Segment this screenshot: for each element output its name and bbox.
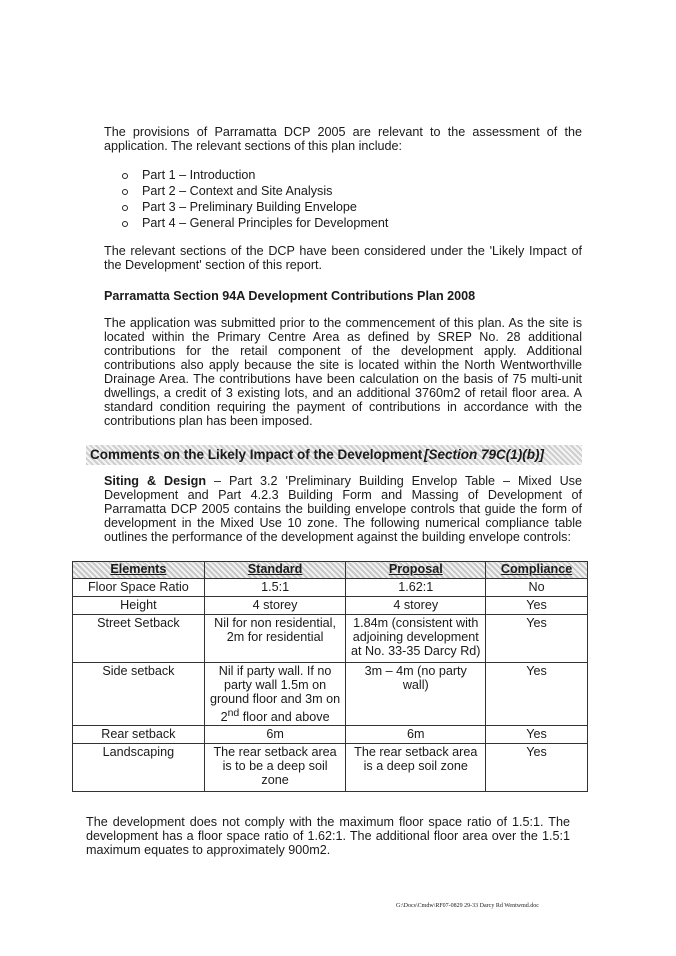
cell-standard: Nil for non residential, 2m for residential xyxy=(204,615,346,663)
cell-element: Side setback xyxy=(73,663,205,726)
column-header-elements: Elements xyxy=(73,562,205,579)
cell-standard: 1.5:1 xyxy=(204,579,346,597)
relevant-sections-paragraph: The relevant sections of the DCP have been considered under the 'Likely Impact of the Development' section of this report. xyxy=(104,244,582,272)
cell-proposal: 3m – 4m (no party wall) xyxy=(346,663,486,726)
section-reference: [Section 79C(1)(b)] xyxy=(424,447,545,462)
list-item: Part 2 – Context and Site Analysis xyxy=(120,183,388,199)
column-header-proposal: Proposal xyxy=(346,562,486,579)
siting-text: – Part 3.2 'Preliminary Building Envelop Table – Mixed Use Development and Part 4.2.3 Building Form and Massing of Development of Parramatta DCP 2005 contains the building envelope controls that guide the form of development in the Mixed Use 10 zone. The following numerical compliance table outlines the performance of the development against the building envelope controls: xyxy=(104,474,582,544)
cell-compliance: Yes xyxy=(486,615,588,663)
cell-standard: 4 storey xyxy=(204,597,346,615)
table-row xyxy=(73,597,588,615)
table-row xyxy=(73,579,588,597)
cell-compliance: Yes xyxy=(486,663,588,726)
contributions-paragraph: The application was submitted prior to the commencement of this plan. As the site is located within the Primary Centre Area as defined by SREP No. 28 additional contributions for the retail component of the development apply. Additional contributions also apply because the site is located within the North Wentworthville Drainage Area. The contributions have been calculation on the basis of 75 multi-unit dwellings, a credit of 3 existing lots, and an additional 3760m2 of retail floor area. A standard condition requiring the payment of contributions in accordance with the contributions plan has been imposed. xyxy=(104,316,582,428)
cell-standard: 6m xyxy=(204,726,346,744)
cell-element: Rear setback xyxy=(73,726,205,744)
section-heading-bar xyxy=(86,445,582,465)
cell-compliance: Yes xyxy=(486,726,588,744)
cell-proposal: 1.84m (consistent with adjoining development at No. 33-35 Darcy Rd) xyxy=(346,615,486,663)
compliance-table xyxy=(72,561,588,792)
list-item: Part 4 – General Principles for Development xyxy=(120,215,388,231)
intro-paragraph: The provisions of Parramatta DCP 2005 are relevant to the assessment of the application. The relevant sections of this plan include: xyxy=(104,125,582,153)
table-header-row xyxy=(73,562,588,579)
closing-paragraph: The development does not comply with the maximum floor space ratio of 1.5:1. The development has a floor space ratio of 1.62:1. The additional floor area over the 1.5:1 maximum equates to approximately 900m2. xyxy=(86,815,570,857)
cell-element: Landscaping xyxy=(73,744,205,792)
cell-standard: Nil if party wall. If no party wall 1.5m on ground floor and 3m on 2nd floor and above xyxy=(204,663,346,726)
siting-paragraph xyxy=(104,474,582,544)
cell-proposal: 1.62:1 xyxy=(346,579,486,597)
cell-element: Street Setback xyxy=(73,615,205,663)
column-header-compliance: Compliance xyxy=(486,562,588,579)
cell-compliance: Yes xyxy=(486,597,588,615)
cell-element: Height xyxy=(73,597,205,615)
table-row xyxy=(73,744,588,792)
contributions-heading: Parramatta Section 94A Development Contributions Plan 2008 xyxy=(104,289,476,303)
list-item: Part 1 – Introduction xyxy=(120,167,388,183)
table-row xyxy=(73,615,588,663)
cell-proposal: The rear setback area is a deep soil zone xyxy=(346,744,486,792)
cell-compliance: Yes xyxy=(486,744,588,792)
cell-proposal: 4 storey xyxy=(346,597,486,615)
dcp-parts-list xyxy=(120,167,388,231)
section-title: Comments on the Likely Impact of the Development xyxy=(90,447,423,462)
table-row xyxy=(73,726,588,744)
list-item: Part 3 – Preliminary Building Envelope xyxy=(120,199,388,215)
cell-standard: The rear setback area is to be a deep soil zone xyxy=(204,744,346,792)
column-header-standard: Standard xyxy=(204,562,346,579)
table-row xyxy=(73,663,588,726)
siting-label: Siting & Design xyxy=(104,474,207,488)
cell-element: Floor Space Ratio xyxy=(73,579,205,597)
footer-file-path: G:\Docs\Cmdw\RF07-0829 29-33 Darcy Rd Wentwmd.doc xyxy=(396,903,539,909)
cell-proposal: 6m xyxy=(346,726,486,744)
cell-compliance: No xyxy=(486,579,588,597)
